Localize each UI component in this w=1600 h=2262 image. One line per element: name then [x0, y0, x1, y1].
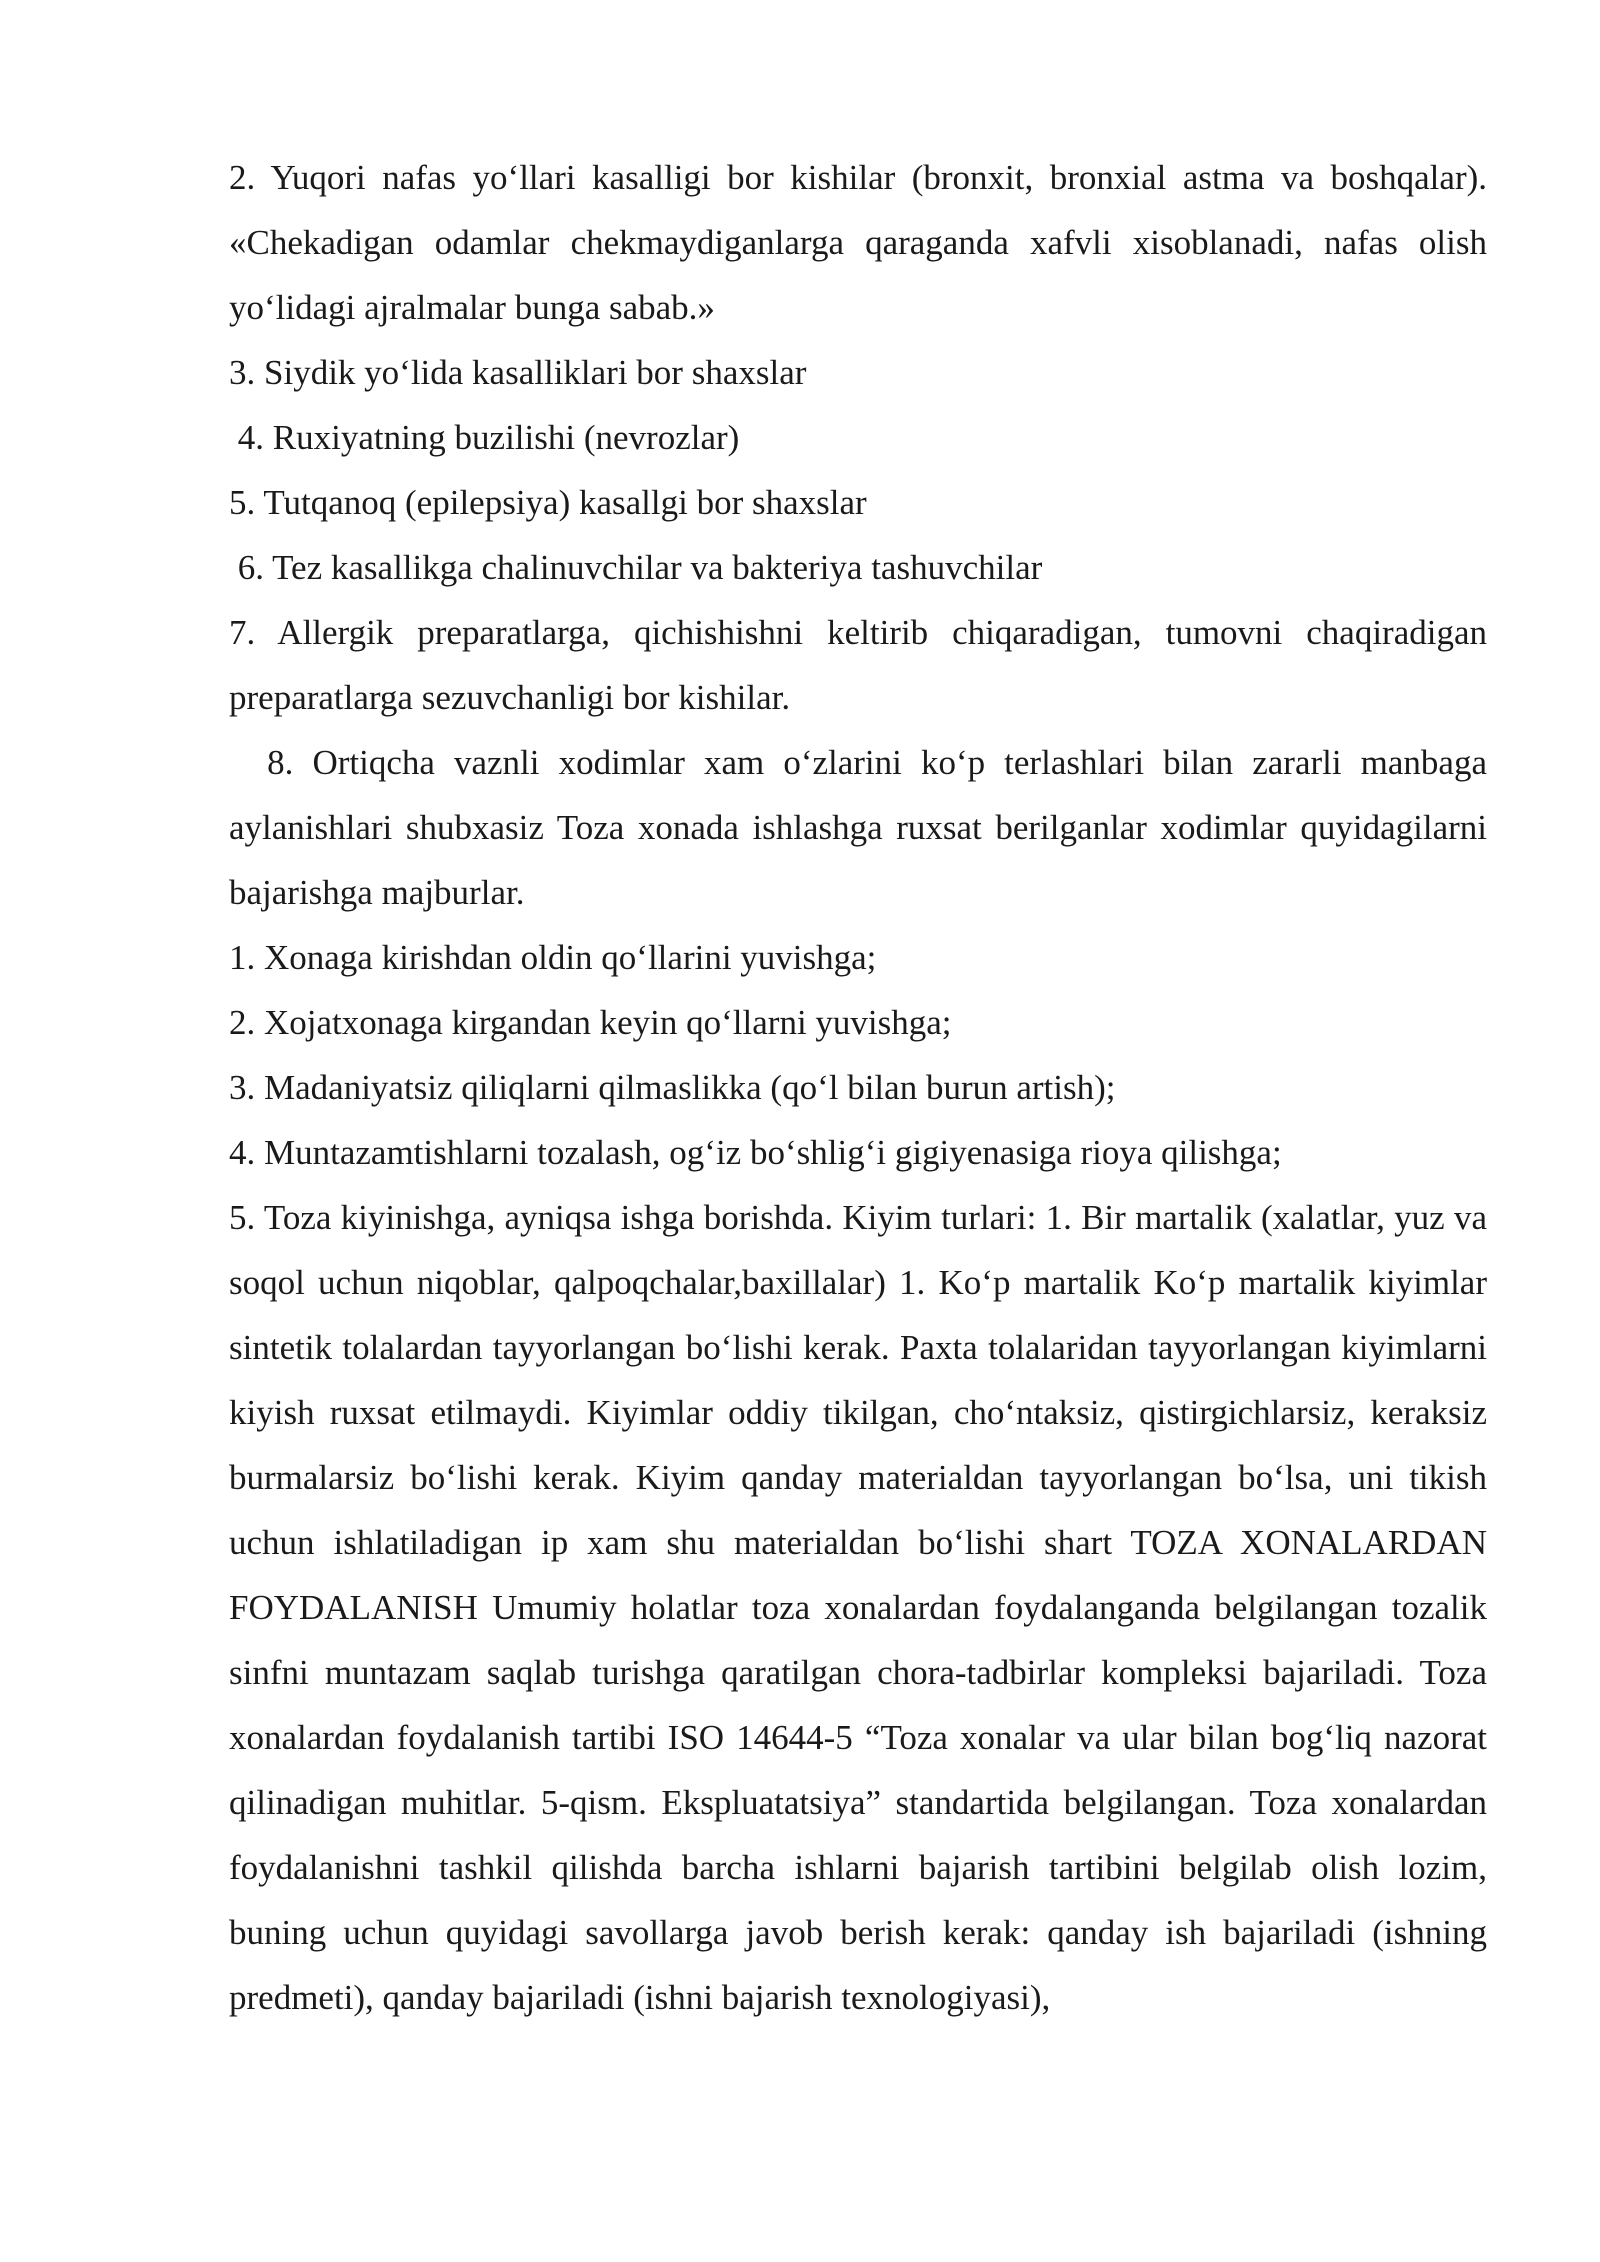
- paragraph-allergy: 7. Allergik preparatlarga, qichishishni keltirib chiqaradigan, tumovni chaqiradigan preparatlarga sezuvchanligi bor kishilar.: [229, 613, 1487, 717]
- paragraph-overweight: 8. Ortiqcha vaznli xodimlar xam o‘zlarini ko‘p terlashlari bilan zararli manbaga aylanishlari shubxasiz Toza xonada ishlashga ruxsat berilganlar xodimlar quyidagilarni bajarishga majburlar.: [229, 743, 1496, 912]
- paragraph-wash-hands-after: 2. Xojatxonaga kirgandan keyin qo‘llarni yuvishga;: [229, 1003, 952, 1042]
- paragraph-urinary: 3. Siydik yo‘lida kasalliklari bor shaxslar: [229, 353, 807, 392]
- paragraph-respiratory: 2. Yuqori nafas yo‘llari kasalligi bor kishilar (bronxit, bronxial astma va boshqalar). «Chekadigan odamlar chekmaydiganlarga qaraganda xafvli xisoblanadi, nafas olish yo‘lidagi ajralmalar bunga sabab.»: [229, 158, 1487, 327]
- paragraph-manners: 3. Madaniyatsiz qiliqlarni qilmaslikka (qo‘l bilan burun artish);: [229, 1068, 1116, 1107]
- paragraph-epilepsy: 5. Tutqanoq (epilepsiya) kasallgi bor shaxslar: [229, 483, 867, 522]
- paragraph-clothing-and-cleanrooms: 5. Toza kiyinishga, ayniqsa ishga borishda. Kiyim turlari: 1. Bir martalik (xalatlar, yuz va soqol uchun niqoblar, qalpoqchalar,baxillalar) 1. Ko‘p martalik Ko‘p martalik kiyimlar sintetik tolalardan tayyorlangan bo‘lishi kerak. Paxta tolalaridan tayyorlangan kiyimlarni kiyish ruxsat etilmaydi. Kiyimlar oddiy tikilgan, cho‘ntaksiz, qistirgichlarsiz, keraksiz burmalarsiz bo‘lishi kerak. Kiyim qanday materialdan tayyorlangan bo‘lsa, uni tikish uchun ishlatiladigan ip xam shu materialdan bo‘lishi shart TOZA XONALARDAN FOYDALANISH Umumiy holatlar toza xonalardan foydalanganda belgilangan tozalik sinfni muntazam saqlab turishga qaratilgan chora-tadbirlar kompleksi bajariladi. Toza xonalardan foydalanish tartibi ISO 14644-5 “Toza xonalar va ular bilan bog‘liq nazorat qilinadigan muhitlar. 5-qism. Ekspluatatsiya” standartida belgilangan. Toza xonalardan foydalanishni tashkil qilishda barcha ishlarni bajarish tartibini belgilab olish lozim, buning uchun quyidagi savollarga javob berish kerak: qanday ish bajariladi (ishning predmeti), qanday bajariladi (ishni bajarish texnologiyasi),: [229, 1198, 1487, 2017]
- paragraph-oral-hygiene: 4. Muntazamtishlarni tozalash, og‘iz bo‘shlig‘i gigiyenasiga rioya qilishga;: [229, 1133, 1282, 1172]
- document-body: [229, 145, 1496, 2030]
- paragraph-bacteria-carriers: 6. Tez kasallikga chalinuvchilar va bakteriya tashuvchilar: [229, 548, 1043, 587]
- paragraph-wash-hands-before: 1. Xonaga kirishdan oldin qo‘llarini yuvishga;: [229, 938, 877, 977]
- paragraph-neurosis: 4. Ruxiyatning buzilishi (nevrozlar): [229, 418, 740, 457]
